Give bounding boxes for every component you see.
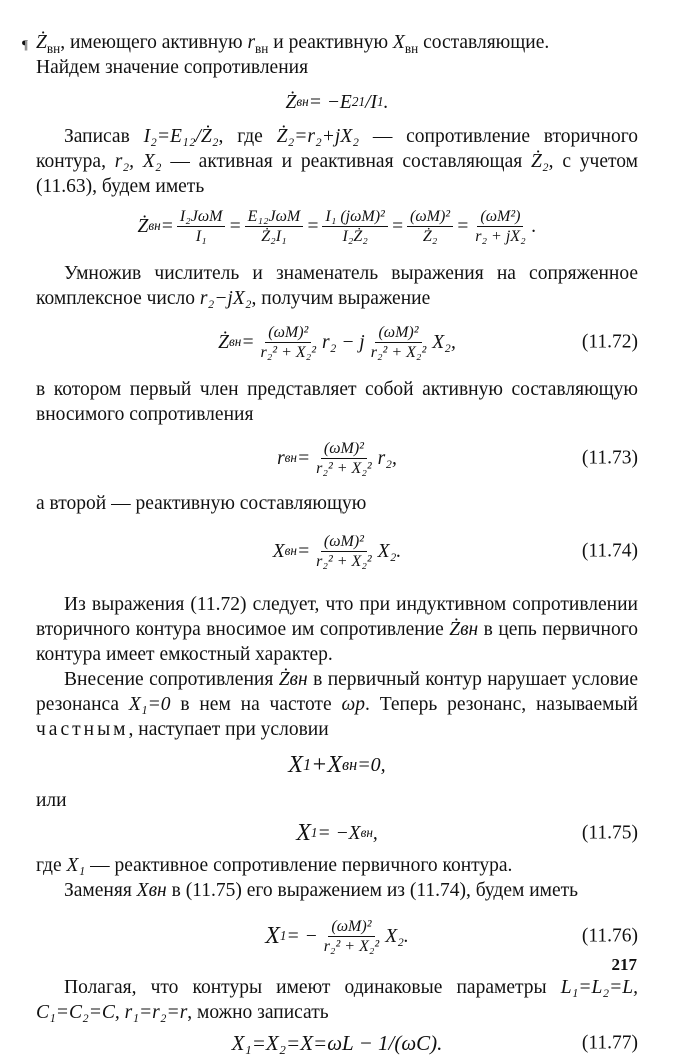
text: в котором первый член представляет собой активную составляющую вносимого сопротивления	[36, 379, 638, 425]
paragraph-5	[36, 491, 638, 516]
x-symbol: X	[392, 32, 405, 53]
math-inline: I₂=E₁₂/Ż₂	[143, 126, 219, 147]
eq-term: .	[531, 215, 537, 237]
subscript: вн	[255, 40, 269, 56]
equation-number: (11.77)	[581, 1032, 638, 1054]
fraction-3	[322, 207, 387, 246]
paragraph-6	[36, 592, 638, 667]
eq-term: = −E	[308, 91, 352, 113]
text: , получим выражение	[251, 288, 431, 309]
eq-term: Ż	[285, 91, 297, 113]
paragraph-8	[36, 788, 638, 813]
equation-number: (11.73)	[581, 447, 638, 469]
eq-term: X	[272, 540, 285, 562]
denominator: r₂² + X₂²	[316, 459, 372, 477]
text: Умножив числитель и знаменатель выражения на сопряженное комплексное число	[36, 263, 638, 309]
denominator: I₁	[195, 227, 207, 245]
paragraph-4	[36, 377, 638, 427]
eq-term: +	[311, 751, 328, 778]
eq-term: X	[265, 922, 280, 949]
equation-number: (11.75)	[581, 822, 638, 844]
math-inline: Żвн	[449, 619, 479, 640]
paragraph-11	[36, 975, 638, 1025]
math-inline: X₁	[66, 855, 86, 876]
math-inline: r₂−jX₂	[199, 288, 252, 309]
subscript: вн	[404, 40, 419, 56]
text: составляющие.	[418, 32, 550, 53]
eq-term: Ż	[137, 215, 149, 237]
fraction	[368, 323, 430, 362]
text: , имеющего активную	[60, 32, 248, 53]
math-inline: r₂, X₂	[114, 151, 162, 172]
paragraph-1	[36, 30, 638, 80]
subscript: вн	[46, 40, 61, 56]
eq-term: .	[383, 91, 389, 113]
text: Полагая, что контуры имеют одинаковые параметры	[64, 977, 561, 998]
eq-term: r₂ − j	[322, 331, 365, 353]
text: Заменяя	[64, 880, 137, 901]
math-inline: Xвн	[136, 880, 167, 901]
eq-term: r	[277, 447, 285, 469]
text: , где	[218, 126, 277, 147]
paragraph-9	[36, 853, 638, 878]
margin-mark: ¶	[22, 37, 28, 52]
page-number: 217	[611, 955, 637, 974]
equation-number: (11.72)	[581, 331, 638, 353]
eq-term: X₂.	[385, 925, 409, 947]
eq-term: ,	[372, 822, 378, 844]
denominator: r₂² + X₂²	[370, 343, 427, 361]
paragraph-3	[36, 261, 638, 311]
math-inline: Ż₂	[531, 151, 549, 172]
numerator: E₁₂JωM	[245, 207, 304, 227]
paragraph-7	[36, 667, 638, 742]
text: — реактивное сопротивление первичного контура.	[85, 855, 513, 876]
text: Найдем значение сопротивления	[36, 57, 309, 78]
text: , наступает при условии	[128, 719, 329, 740]
denominator: Ż₂	[422, 227, 438, 245]
text: Из выражения (11.72) следует, что при индуктивном сопротивлении вторичного контура вносимое им сопротивление	[36, 594, 638, 640]
math-inline: Żвн	[278, 669, 308, 690]
fraction-1	[177, 207, 226, 246]
math-inline: L₁=L₂=L, C₁=C₂=C, r₁=r₂=r	[36, 977, 638, 1023]
eq-term: X₁=X₂=X=ωL − 1/(ωC).	[231, 1030, 443, 1055]
text: , можно записать	[187, 1002, 329, 1023]
numerator: (ωM)²	[407, 207, 453, 227]
spaced-term: частным	[36, 719, 129, 740]
fraction-4	[407, 207, 453, 246]
z-symbol: Ż	[36, 32, 47, 53]
eq-term: =0,	[357, 753, 386, 776]
eq-term: Ż	[218, 331, 230, 353]
numerator: (ωM)²	[321, 439, 367, 459]
eq-term: X	[288, 751, 303, 778]
eq-term: X₂.	[377, 540, 402, 562]
equation-z: Ż вн = −E 21 /I 1 .	[285, 91, 389, 113]
fraction	[258, 323, 320, 362]
paragraph-2	[36, 124, 638, 199]
text: или	[36, 790, 67, 811]
numerator: (ωM)²	[321, 532, 367, 552]
text: где	[36, 855, 67, 876]
eq-term: = −X	[317, 822, 361, 844]
text: в цепь первичного контура имеет емкостный характер.	[36, 619, 638, 665]
fraction	[313, 532, 375, 571]
equation-sum: X 1 + X вн =0,	[288, 751, 386, 778]
equation-11-77	[36, 1025, 638, 1061]
math-inline: X₁=0	[128, 694, 171, 715]
eq-term: X	[327, 751, 342, 778]
eq-term: X₂,	[432, 331, 456, 353]
numerator: I₂JωM	[177, 207, 226, 227]
equation-number: (11.76)	[581, 925, 638, 947]
text: в нем на частоте	[170, 694, 342, 715]
text: в (11.75) его выражением из (11.74), будем иметь	[166, 880, 579, 901]
denominator: r₂² + X₂²	[316, 552, 372, 570]
eq-term: = −	[286, 925, 318, 947]
math-inline: Ż₂=r₂+jX₂	[276, 126, 360, 147]
equation-11-76: X 1 = − $\frac{\text{(ωM)²}}{\text{r₂² + X₂²}}$ X₂. (11.76)	[265, 917, 638, 955]
text: в первичный контур нарушает условие резонанса	[36, 669, 638, 715]
denominator: I₂Ż₂	[342, 227, 368, 245]
equation-11-75: X 1 = −X вн , (11.75)	[296, 819, 638, 846]
text: Записав	[64, 126, 144, 147]
numerator: I₁ (jωM)²	[322, 207, 387, 227]
text: . Теперь резонанс, называемый	[364, 694, 638, 715]
text: , с учетом (11.63), будем иметь	[36, 151, 638, 197]
text: — сопротивление вторичного контура,	[36, 126, 638, 172]
text: а второй — реактивную составляющую	[36, 493, 367, 514]
fraction	[321, 917, 383, 956]
numerator: (ωM)²	[328, 917, 374, 937]
equation-11-72: Ż вн = $\frac{\text{(ωM)²}}{\text{r₂² + X₂²}}$ r₂ − j $\frac{\text{(ωM)²}}{\text{r₂² + X₂²}}$ X₂, (11.72)	[218, 323, 638, 361]
numerator: (ωM²)	[477, 207, 523, 227]
text: Внесение сопротивления	[64, 669, 279, 690]
fraction-5	[472, 207, 528, 246]
page-body	[36, 30, 638, 1061]
math-inline: ωр	[341, 694, 365, 715]
numerator: (ωM)²	[375, 323, 421, 343]
equation-number: (11.74)	[581, 540, 638, 562]
numerator: (ωM)²	[265, 323, 311, 343]
equation-11-74: X вн = $\frac{\text{(ωM)²}}{\text{r₂² + X₂²}}$ X₂. (11.74)	[272, 532, 638, 570]
eq-term: r₂,	[377, 447, 397, 469]
denominator: r₂² + X₂²	[260, 343, 317, 361]
paragraph-10	[36, 878, 638, 903]
eq-term: X	[296, 819, 311, 846]
text: — активная и реактивная составляющая	[161, 151, 532, 172]
denominator: Ż₂I₁	[261, 227, 287, 245]
fraction	[313, 439, 375, 478]
eq-term: /I	[365, 91, 377, 113]
equation-11-73: r вн = $\frac{\text{(ωM)²}}{\text{r₂² + X₂²}}$ r₂, (11.73)	[277, 439, 638, 477]
fraction-2	[245, 207, 304, 246]
equation-chain: Ż вн = $\frac{\text{I₂JωM}}{\text{I₁}}$ = $\frac{\text{E₁₂JωM}}{\text{Ż₂I₁}}$ = $\frac{\text{I₁ (jωM)²}}{\text{I₂Ż₂}}$ = $\frac{\text{(ωM)²}}{\text{Ż₂}}$ = $\frac{\text{(ωM²)}}{\text{r₂ + jX₂}}$ .	[137, 207, 537, 245]
text: и реактивную	[268, 32, 393, 53]
denominator: r₂² + X₂²	[323, 937, 380, 955]
denominator: r₂ + jX₂	[475, 227, 526, 245]
r-symbol: r	[247, 32, 256, 53]
